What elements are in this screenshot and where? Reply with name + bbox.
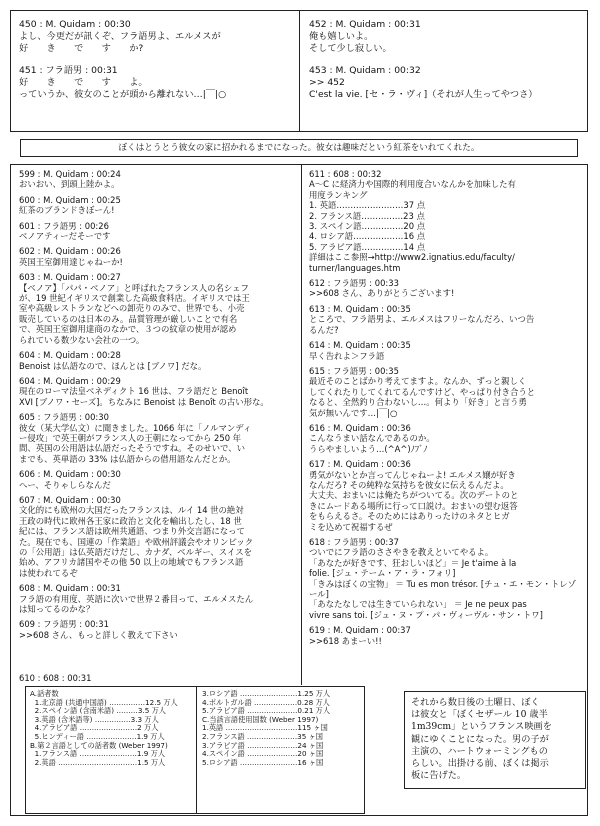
post-header: 617 : M. Quidam : 00:36 bbox=[309, 459, 411, 470]
post bbox=[19, 272, 299, 345]
stats-line: 1.英語 …………………………115 ヶ国 bbox=[202, 723, 328, 733]
post-header: 611 : 608 : 00:32 bbox=[309, 169, 382, 179]
right-column bbox=[309, 169, 583, 651]
post-header: 452 : M. Quidam : 00:31 bbox=[309, 19, 421, 30]
post bbox=[309, 423, 583, 454]
stats-line: 5.ロシア語 ……………………16 ヶ国 bbox=[202, 757, 324, 767]
post-header: 608 : M. Quidam : 00:31 bbox=[19, 583, 121, 594]
post bbox=[19, 412, 299, 464]
post-header: 616 : M. Quidam : 00:36 bbox=[309, 422, 411, 433]
post-body: >>608 さん、もっと詳しく教えて下さい bbox=[19, 629, 178, 640]
post-header: 618 : フラ語男 : 00:37 bbox=[309, 537, 399, 547]
post-body: 彼女（某大学仏文）に聞きました。1066 年に「ノルマンディ ー侵攻」で英王朝がフランス人の王朝になってから 250 年 間、英国の公用語は仏語だったそうですね。そのせいで、い までも、英単語の 33% は仏語からの借用語なんだとか。 bbox=[19, 422, 252, 464]
post bbox=[309, 65, 581, 101]
stats-divider bbox=[196, 687, 197, 813]
bottom-narration-box bbox=[404, 691, 586, 789]
stats-line: 4.ポルトガル語 ………………0.28 万人 bbox=[202, 697, 330, 707]
post bbox=[19, 195, 299, 216]
post bbox=[309, 169, 583, 273]
post bbox=[19, 469, 299, 490]
stats-line: 1.フランス語 ……………………1.9 万人 bbox=[30, 749, 166, 759]
stats-line: B.第２言語としての話者数 (Weber 1997) bbox=[30, 740, 168, 750]
post-body: フラ語の有用度、英語に次いで世界２番目って、エルメスたん は知ってるのかな？ bbox=[19, 593, 254, 615]
stats-line: A.話者数 bbox=[30, 689, 59, 698]
post bbox=[309, 340, 583, 361]
post-header: 609 : フラ語男 : 00:31 bbox=[19, 619, 109, 630]
post bbox=[309, 366, 583, 418]
post-body: 勇気がないとか言ってんじゃねーよ! エルメス嬢が好き なんだろ? その純粋な気持ちを彼女に伝えるんだよ。 大丈夫、おまいには俺たちがついてる。次のデートのと きにムードある場所に行って口説け。おまいの望む返答 をもらえるさ。そのためにはありったけのネタとヒガ ミを込めて祝福するぜ bbox=[309, 469, 519, 532]
post-body: 文化的にも欧州の大国だったフランスは、ルイ 14 世の絶対 王政の時代に欧州各王家に政治と文化を輸出したし、18 世 紀には、フランス語は欧州共通語、つまり外交言語になって た。現在でも、国連の「作業語」や欧州評議会やオリンピック の「公用語」は仏英語だけだし、カナダ、ベルギー、スイスを 始め、アフリカ諸国やその他 50 以上の地域でもフランス語 は使われてるぞ bbox=[19, 505, 254, 578]
post-body: こんなうまい話なんであるのか。 うらやましいよう…(^A^)ﾉﾌﾞﾉ bbox=[309, 433, 435, 454]
post-body: 俺も嬉しいよ。 そして少し寂しい。 bbox=[309, 31, 392, 54]
top-right-posts bbox=[309, 19, 581, 107]
post-header: 604 : M. Quidam : 00:29 bbox=[19, 375, 121, 386]
stats-right bbox=[202, 690, 330, 767]
post-header: 605 : フラ語男 : 00:30 bbox=[19, 412, 109, 423]
post bbox=[19, 19, 291, 55]
post-body: 早く告れよ＞フラ語 bbox=[309, 350, 385, 361]
stats-line: 2.スペイン語 (含南米語) ………3.5 万人 bbox=[30, 706, 166, 716]
post bbox=[19, 376, 299, 407]
narration-text: ぼくはとうとう彼女の家に招かれるまでになった。彼女は趣味だという紅茶をいれてくれた。 bbox=[118, 143, 480, 153]
post-body: ついでにフラ語のささやきを教えといてやるよ。 「あなたが好きです、狂おしいほど」＝ Je t'aime à la folie. [ジュ・テーム・ア・ラ・フォリ] 「きみはぼくの宝物」 ＝ Tu es mon trésor. [チュ・エ・モン・トレゾール] 「あなたなしでは生きていられない」 ＝ Je ne peux pas vivre sans toi. [ジュ・ヌ・プ・パ・ヴィーヴル・サン・トワ] bbox=[309, 547, 577, 620]
top-divider bbox=[299, 11, 300, 131]
stats-line: 4.スペイン語 …………………20 ヶ国 bbox=[202, 749, 324, 759]
main-divider bbox=[301, 165, 302, 685]
post bbox=[309, 19, 581, 55]
bottom-narration-text: それから数日後の土曜日、ぼく は彼女と「ぼくセザール 10 歳半 1m39cm」というフランス映画を 観にゆくことになった。男の子が 主演の、ハートウォーミングもの らしい。出掛ける前、ぼくは掲示 板に告げた。 bbox=[411, 697, 552, 782]
language-stats-table bbox=[25, 686, 365, 814]
top-thread-box bbox=[10, 10, 588, 132]
post-header: 453 : M. Quidam : 00:32 bbox=[309, 65, 421, 76]
post bbox=[309, 278, 583, 299]
stats-line: 5.アラビア語 …………………0.21 万人 bbox=[202, 706, 331, 716]
post-body: A～C に経済力や国際的利用度合いなんかを加味した有 用度ランキング 1. 英語……………………37 点 2. フランス語……………23 点 3. スペイン語……………20 点 4. ロシア語………………16 点 5. アラビア語……………14 点 詳細はここ参照→http://www2.ignatius.edu/faculty/ turner/languages.htm bbox=[309, 179, 516, 273]
post-body: >> 452 C'est la vie. [セ・ラ・ヴィ]（それが人生ってやつさ） bbox=[309, 77, 538, 100]
post bbox=[19, 350, 299, 371]
post-body: 最近そのことばかり考えてますよ。なんか、ずっと親しく してくれたりしてくれてるんですけど、やっぱり付き合うと なると、全然釣り合わないし…。何より「好き」と言う勇 気が無いんです…|￣|○ bbox=[309, 376, 536, 418]
post-body: >>608 さん、ありがとうございます! bbox=[309, 288, 455, 299]
post bbox=[19, 495, 299, 578]
post-610-header: 610 : 608 : 00:31 bbox=[19, 673, 92, 683]
stats-line: 4.アラビア語 ……………………2 万人 bbox=[30, 723, 159, 733]
post-header: 614 : M. Quidam : 00:35 bbox=[309, 340, 411, 351]
stats-line: 2.英語 ……………………………1.5 万人 bbox=[30, 757, 166, 767]
post-body: 【ベノア】「パパ・ベノア」と呼ばれたフランス人の名シェフ が、19 世紀イギリスで創業した高級食料店。イギリスでは王 室や高級レストランなどへの卸売りのみで、世界でも、小売 販売しているのは日本のみ。品質管理が厳しいことで有名 で、英国王室御用達商のなかで、３つの紋章の使用が認め られている数少ない会社の一つ。 bbox=[19, 282, 250, 345]
stats-line: 3.英語 (含米語等) ……………3.3 万人 bbox=[30, 714, 159, 724]
post-body: >>618 あまーい!! bbox=[309, 635, 382, 646]
post bbox=[19, 65, 291, 101]
post-header: 450 : M. Quidam : 00:30 bbox=[19, 19, 131, 30]
post-body: 好 き で す よ。 っていうか、彼女のことが頭から離れない…|￣|○ bbox=[19, 77, 227, 100]
post-body: 現在のローマ法皇ベネディクト 16 世は、フラ語だと Benoît XVI [ブノワ・セーズ]。ちなみに Benoist は Benoît の古い形な。 bbox=[19, 386, 269, 407]
narration-bar bbox=[20, 139, 578, 157]
post-header: 612 : フラ語男 : 00:33 bbox=[309, 278, 399, 289]
post-header: 615 : フラ語男 : 00:35 bbox=[309, 365, 399, 376]
post-body: 紅茶のブランドきぼーん! bbox=[19, 205, 115, 216]
stats-line: 1.北京語 (共通中国語) ……………12.5 万人 bbox=[30, 697, 178, 707]
post bbox=[19, 619, 299, 640]
post-body: ベノアティーだそーです bbox=[19, 231, 111, 242]
top-left-posts bbox=[19, 19, 291, 107]
post-header: 606 : M. Quidam : 00:30 bbox=[19, 469, 121, 480]
post-header: 607 : M. Quidam : 00:30 bbox=[19, 494, 121, 505]
post-body: へー、そりゃしらなんだ bbox=[19, 479, 111, 490]
post-header: 613 : M. Quidam : 00:35 bbox=[309, 303, 411, 314]
post-body: Benoist は仏語なので、ほんとは [ブノワ] だな。 bbox=[19, 360, 207, 371]
post-header: 599 : M. Quidam : 00:24 bbox=[19, 169, 121, 179]
post-header: 602 : M. Quidam : 00:26 bbox=[19, 246, 121, 257]
post bbox=[309, 537, 583, 620]
post-header: 451 : フラ語男 : 00:31 bbox=[19, 65, 118, 76]
post-header: 603 : M. Quidam : 00:27 bbox=[19, 272, 121, 283]
stats-left bbox=[30, 690, 178, 767]
post bbox=[19, 583, 299, 614]
post bbox=[19, 246, 299, 267]
stats-line: 3.アラビア語 …………………24 ヶ国 bbox=[202, 740, 324, 750]
post-header: 604 : M. Quidam : 00:28 bbox=[19, 350, 121, 361]
post-header: 600 : M. Quidam : 00:25 bbox=[19, 194, 121, 205]
post-header: 619 : M. Quidam : 00:37 bbox=[309, 625, 411, 636]
stats-line: C.当該言語使用国数 (Weber 1997) bbox=[202, 714, 319, 724]
post-body: ところで、フラ語男よ、エルメスはフリーなんだろ、いつ告 るんだ? bbox=[309, 314, 535, 335]
post-body: よし、今更だが訊くぞ、フラ語男よ、エルメスが 好 き で す か? bbox=[19, 31, 221, 54]
stats-line: 3.ロシア語 ……………………1.25 万人 bbox=[202, 689, 331, 698]
post-body: 英国王室御用達じゃねーか! bbox=[19, 256, 123, 267]
post bbox=[309, 304, 583, 335]
left-column bbox=[19, 169, 299, 645]
stats-line: 2.フランス語 …………………35 ヶ国 bbox=[202, 731, 323, 741]
post-header: 601 : フラ語男 : 00:26 bbox=[19, 220, 109, 231]
post bbox=[309, 625, 583, 646]
post bbox=[19, 221, 299, 242]
stats-line: 5.ヒンディー語 …………………1.9 万人 bbox=[30, 731, 165, 741]
post-body: おいおい、到頭上陸かよ。 bbox=[19, 179, 120, 190]
post bbox=[19, 169, 299, 190]
post bbox=[309, 459, 583, 532]
